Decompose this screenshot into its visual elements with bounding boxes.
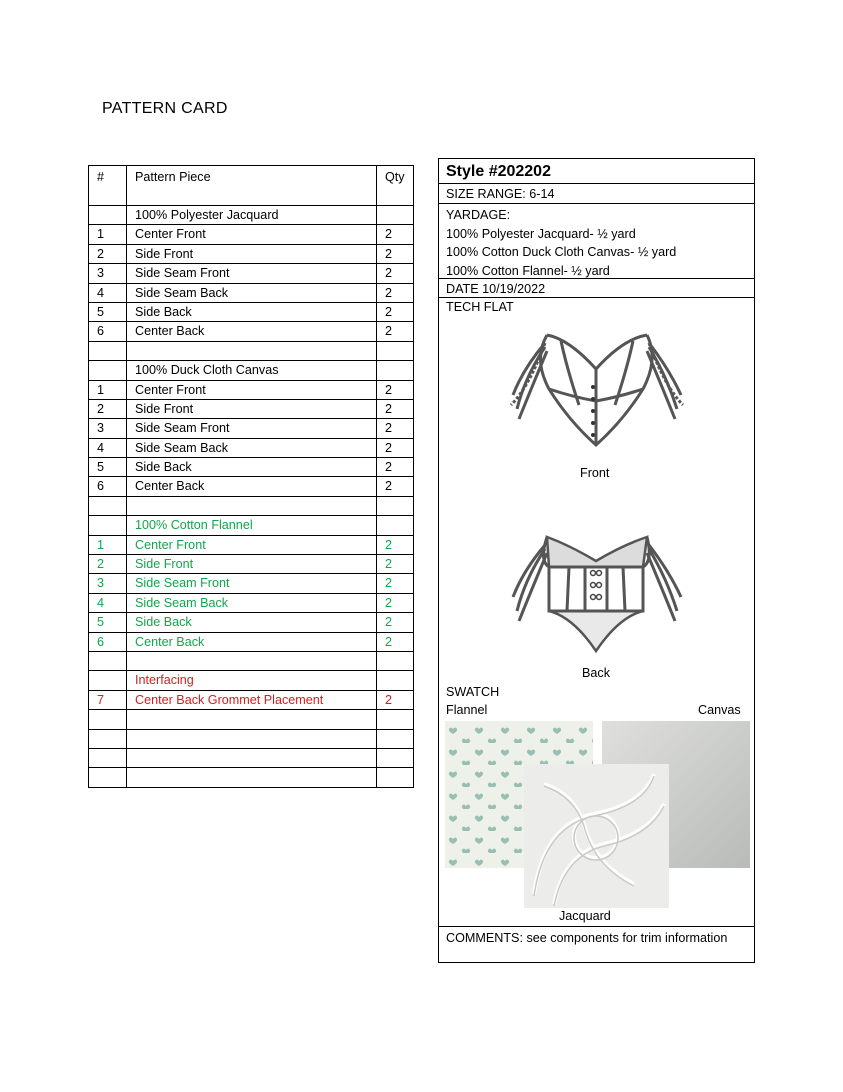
row-num — [89, 206, 127, 225]
row-qty — [377, 671, 414, 690]
style-card — [438, 158, 755, 963]
row-num: 4 — [89, 438, 127, 457]
row-qty — [377, 496, 414, 515]
row-qty — [377, 341, 414, 360]
row-pattern-piece — [127, 729, 377, 748]
page-title: PATTERN CARD — [102, 100, 228, 117]
row-num: 4 — [89, 283, 127, 302]
row-num: 3 — [89, 264, 127, 283]
back-label: Back — [582, 666, 610, 680]
row-pattern-piece: Side Seam Front — [127, 419, 377, 438]
row-qty: 2 — [377, 264, 414, 283]
row-qty: 2 — [377, 555, 414, 574]
row-pattern-piece: Side Seam Front — [127, 574, 377, 593]
row-qty: 2 — [377, 244, 414, 263]
yardage-line: 100% Cotton Flannel- ½ yard — [446, 263, 610, 278]
yardage-line: 100% Polyester Jacquard- ½ yard — [446, 226, 636, 241]
yardage-section — [439, 204, 754, 279]
row-num: 2 — [89, 555, 127, 574]
row-num — [89, 671, 127, 690]
jacquard-label: Jacquard — [559, 909, 611, 923]
row-pattern-piece: Side Front — [127, 555, 377, 574]
header-qty: Qty — [377, 166, 414, 206]
row-num: 3 — [89, 419, 127, 438]
row-pattern-piece: Side Front — [127, 399, 377, 418]
row-pattern-piece — [127, 710, 377, 729]
row-qty — [377, 710, 414, 729]
row-qty — [377, 206, 414, 225]
header-pattern-piece: Pattern Piece — [127, 166, 377, 206]
table-row — [89, 729, 414, 748]
row-qty: 2 — [377, 225, 414, 244]
style-number: Style #202202 — [439, 159, 754, 184]
table-header-row — [89, 166, 414, 206]
size-range: SIZE RANGE: 6-14 — [439, 184, 754, 204]
table-row — [89, 477, 414, 496]
row-num — [89, 496, 127, 515]
row-pattern-piece: Side Seam Back — [127, 438, 377, 457]
row-num: 1 — [89, 225, 127, 244]
row-qty — [377, 768, 414, 787]
row-pattern-piece: Side Back — [127, 458, 377, 477]
row-qty: 2 — [377, 399, 414, 418]
row-qty: 2 — [377, 632, 414, 651]
row-pattern-piece — [127, 768, 377, 787]
date: DATE 10/19/2022 — [439, 279, 754, 298]
row-qty: 2 — [377, 380, 414, 399]
row-num: 6 — [89, 632, 127, 651]
row-num: 2 — [89, 244, 127, 263]
yardage-line: 100% Cotton Duck Cloth Canvas- ½ yard — [446, 245, 677, 260]
row-qty: 2 — [377, 574, 414, 593]
row-pattern-piece: Interfacing — [127, 671, 377, 690]
row-pattern-piece: Center Front — [127, 225, 377, 244]
table-row — [89, 380, 414, 399]
row-num: 6 — [89, 322, 127, 341]
table-row — [89, 593, 414, 612]
table-row — [89, 555, 414, 574]
row-num: 6 — [89, 477, 127, 496]
table-row — [89, 632, 414, 651]
row-qty: 2 — [377, 322, 414, 341]
table-row — [89, 361, 414, 380]
table-row — [89, 613, 414, 632]
comments: COMMENTS: see components for trim information — [439, 926, 754, 962]
table-row — [89, 225, 414, 244]
table-row — [89, 244, 414, 263]
row-pattern-piece: Center Back Grommet Placement — [127, 690, 377, 709]
row-num — [89, 710, 127, 729]
pattern-table — [88, 165, 414, 788]
row-num: 1 — [89, 380, 127, 399]
row-qty — [377, 729, 414, 748]
row-qty: 2 — [377, 690, 414, 709]
row-num — [89, 768, 127, 787]
row-pattern-piece: Center Back — [127, 632, 377, 651]
table-row — [89, 206, 414, 225]
row-qty: 2 — [377, 438, 414, 457]
row-num — [89, 651, 127, 670]
row-num — [89, 729, 127, 748]
table-row — [89, 341, 414, 360]
table-row — [89, 458, 414, 477]
row-qty: 2 — [377, 283, 414, 302]
row-pattern-piece: Side Seam Front — [127, 264, 377, 283]
row-qty: 2 — [377, 477, 414, 496]
row-pattern-piece: Center Front — [127, 535, 377, 554]
row-qty: 2 — [377, 593, 414, 612]
table-row — [89, 671, 414, 690]
row-num: 5 — [89, 458, 127, 477]
row-num: 5 — [89, 613, 127, 632]
row-pattern-piece: 100% Polyester Jacquard — [127, 206, 377, 225]
table-row — [89, 283, 414, 302]
tech-flat-front-illustration — [509, 329, 684, 451]
row-num — [89, 748, 127, 767]
canvas-label: Canvas — [698, 703, 741, 717]
table-row — [89, 690, 414, 709]
tech-flat-back-illustration — [509, 531, 684, 656]
row-num — [89, 361, 127, 380]
row-num: 3 — [89, 574, 127, 593]
tech-flat-label: TECH FLAT — [446, 300, 514, 314]
row-pattern-piece: Center Front — [127, 380, 377, 399]
table-row — [89, 419, 414, 438]
table-row — [89, 768, 414, 787]
jacquard-swatch — [524, 764, 669, 908]
row-qty: 2 — [377, 613, 414, 632]
flannel-label: Flannel — [446, 703, 488, 717]
table-row — [89, 322, 414, 341]
row-num: 2 — [89, 399, 127, 418]
swatch-label: SWATCH — [446, 685, 500, 699]
row-qty: 2 — [377, 458, 414, 477]
row-pattern-piece: Side Front — [127, 244, 377, 263]
row-qty — [377, 748, 414, 767]
row-pattern-piece: Center Back — [127, 477, 377, 496]
row-pattern-piece: Center Back — [127, 322, 377, 341]
table-row — [89, 651, 414, 670]
row-num: 5 — [89, 302, 127, 321]
row-qty — [377, 361, 414, 380]
row-pattern-piece — [127, 341, 377, 360]
table-row — [89, 535, 414, 554]
row-pattern-piece: 100% Cotton Flannel — [127, 516, 377, 535]
row-qty: 2 — [377, 302, 414, 321]
front-label: Front — [580, 466, 610, 480]
row-qty: 2 — [377, 419, 414, 438]
row-num: 4 — [89, 593, 127, 612]
row-pattern-piece: Side Back — [127, 302, 377, 321]
row-pattern-piece — [127, 651, 377, 670]
row-pattern-piece — [127, 496, 377, 515]
table-row — [89, 264, 414, 283]
row-qty — [377, 516, 414, 535]
table-row — [89, 399, 414, 418]
row-qty — [377, 651, 414, 670]
table-row — [89, 302, 414, 321]
row-num — [89, 516, 127, 535]
yardage-label: YARDAGE: — [446, 208, 511, 222]
row-pattern-piece: Side Seam Back — [127, 593, 377, 612]
header-num: # — [89, 166, 127, 206]
table-row — [89, 496, 414, 515]
row-pattern-piece — [127, 748, 377, 767]
row-pattern-piece: Side Seam Back — [127, 283, 377, 302]
row-num: 7 — [89, 690, 127, 709]
table-row — [89, 710, 414, 729]
table-row — [89, 438, 414, 457]
row-num: 1 — [89, 535, 127, 554]
row-pattern-piece: 100% Duck Cloth Canvas — [127, 361, 377, 380]
row-pattern-piece: Side Back — [127, 613, 377, 632]
table-row — [89, 516, 414, 535]
table-row — [89, 574, 414, 593]
row-qty: 2 — [377, 535, 414, 554]
table-row — [89, 748, 414, 767]
row-num — [89, 341, 127, 360]
